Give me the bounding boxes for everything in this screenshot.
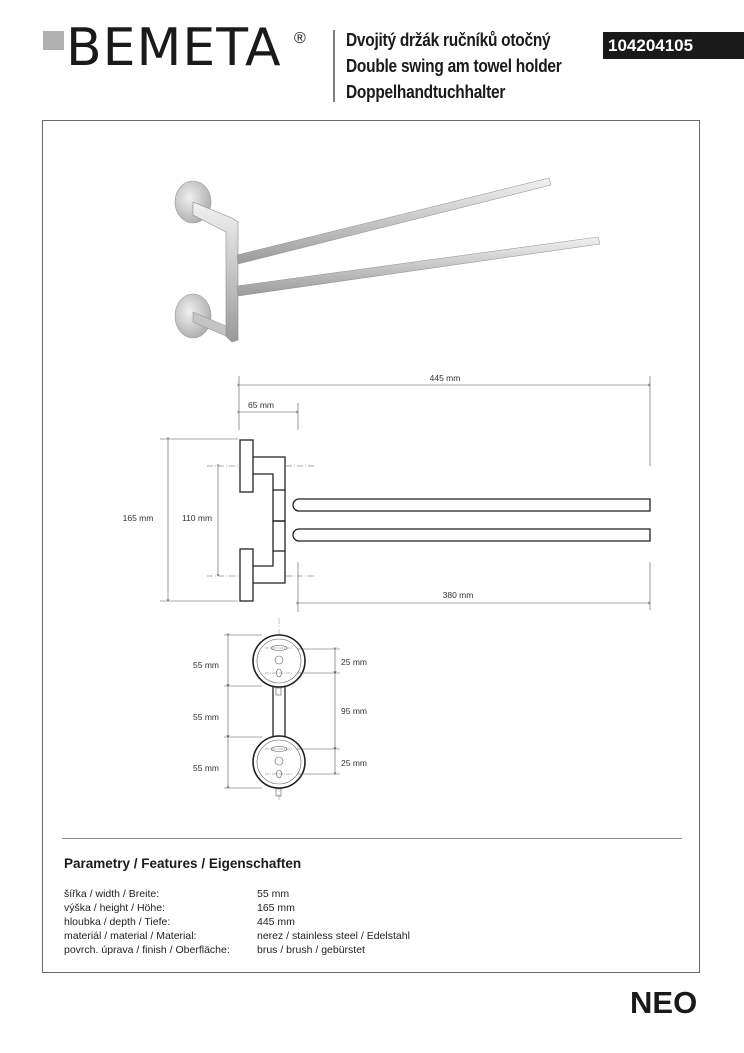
dim-arm-length: 380 mm — [442, 590, 474, 600]
dim-total-depth: 445 mm — [429, 373, 461, 383]
side-view-dimensions — [160, 376, 650, 612]
title-cz: Dvojitý držák ručníků otočný — [346, 30, 551, 50]
dim-front-right-1: 25 mm — [341, 657, 367, 667]
title-de: Doppelhandtuchhalter — [346, 82, 506, 102]
dim-front-right-3: 25 mm — [341, 758, 367, 768]
dim-front-left-2: 55 mm — [193, 712, 219, 722]
product-code-badge: 104204105 — [603, 32, 744, 59]
feature-label-depth: hloubka / depth / Tiefe: — [64, 916, 171, 928]
feature-label-material: materiál / material / Material: — [64, 930, 197, 942]
series-name: NEO — [630, 985, 698, 1020]
feature-value-depth: 445 mm — [257, 916, 295, 928]
front-view-drawing — [253, 618, 305, 800]
product-photo — [175, 178, 600, 342]
side-view-drawing — [240, 440, 650, 601]
dim-front-left-3: 55 mm — [193, 763, 219, 773]
section-divider — [62, 838, 682, 839]
feature-label-width: šířka / width / Breite: — [64, 888, 160, 900]
registered-mark: ® — [294, 30, 306, 47]
feature-value-width: 55 mm — [257, 888, 290, 900]
feature-label-finish: povrch. úprava / finish / Oberfläche: — [64, 944, 230, 956]
dim-front-right-2: 95 mm — [341, 706, 367, 716]
feature-value-height: 165 mm — [257, 902, 295, 914]
dim-height: 165 mm — [122, 513, 154, 523]
feature-label-height: výška / height / Höhe: — [64, 902, 165, 914]
brand-logo: BEMETA — [66, 18, 282, 78]
dim-front-left-1: 55 mm — [193, 660, 219, 670]
feature-value-material: nerez / stainless steel / Edelstahl — [257, 930, 410, 942]
dim-mount-depth: 65 mm — [248, 400, 274, 410]
title-en: Double swing am towel holder — [346, 56, 562, 76]
features-title: Parametry / Features / Eigenschaften — [64, 856, 302, 871]
dim-hole-spacing: 110 mm — [181, 513, 213, 523]
feature-value-finish: brus / brush / gebürstet — [257, 944, 365, 956]
